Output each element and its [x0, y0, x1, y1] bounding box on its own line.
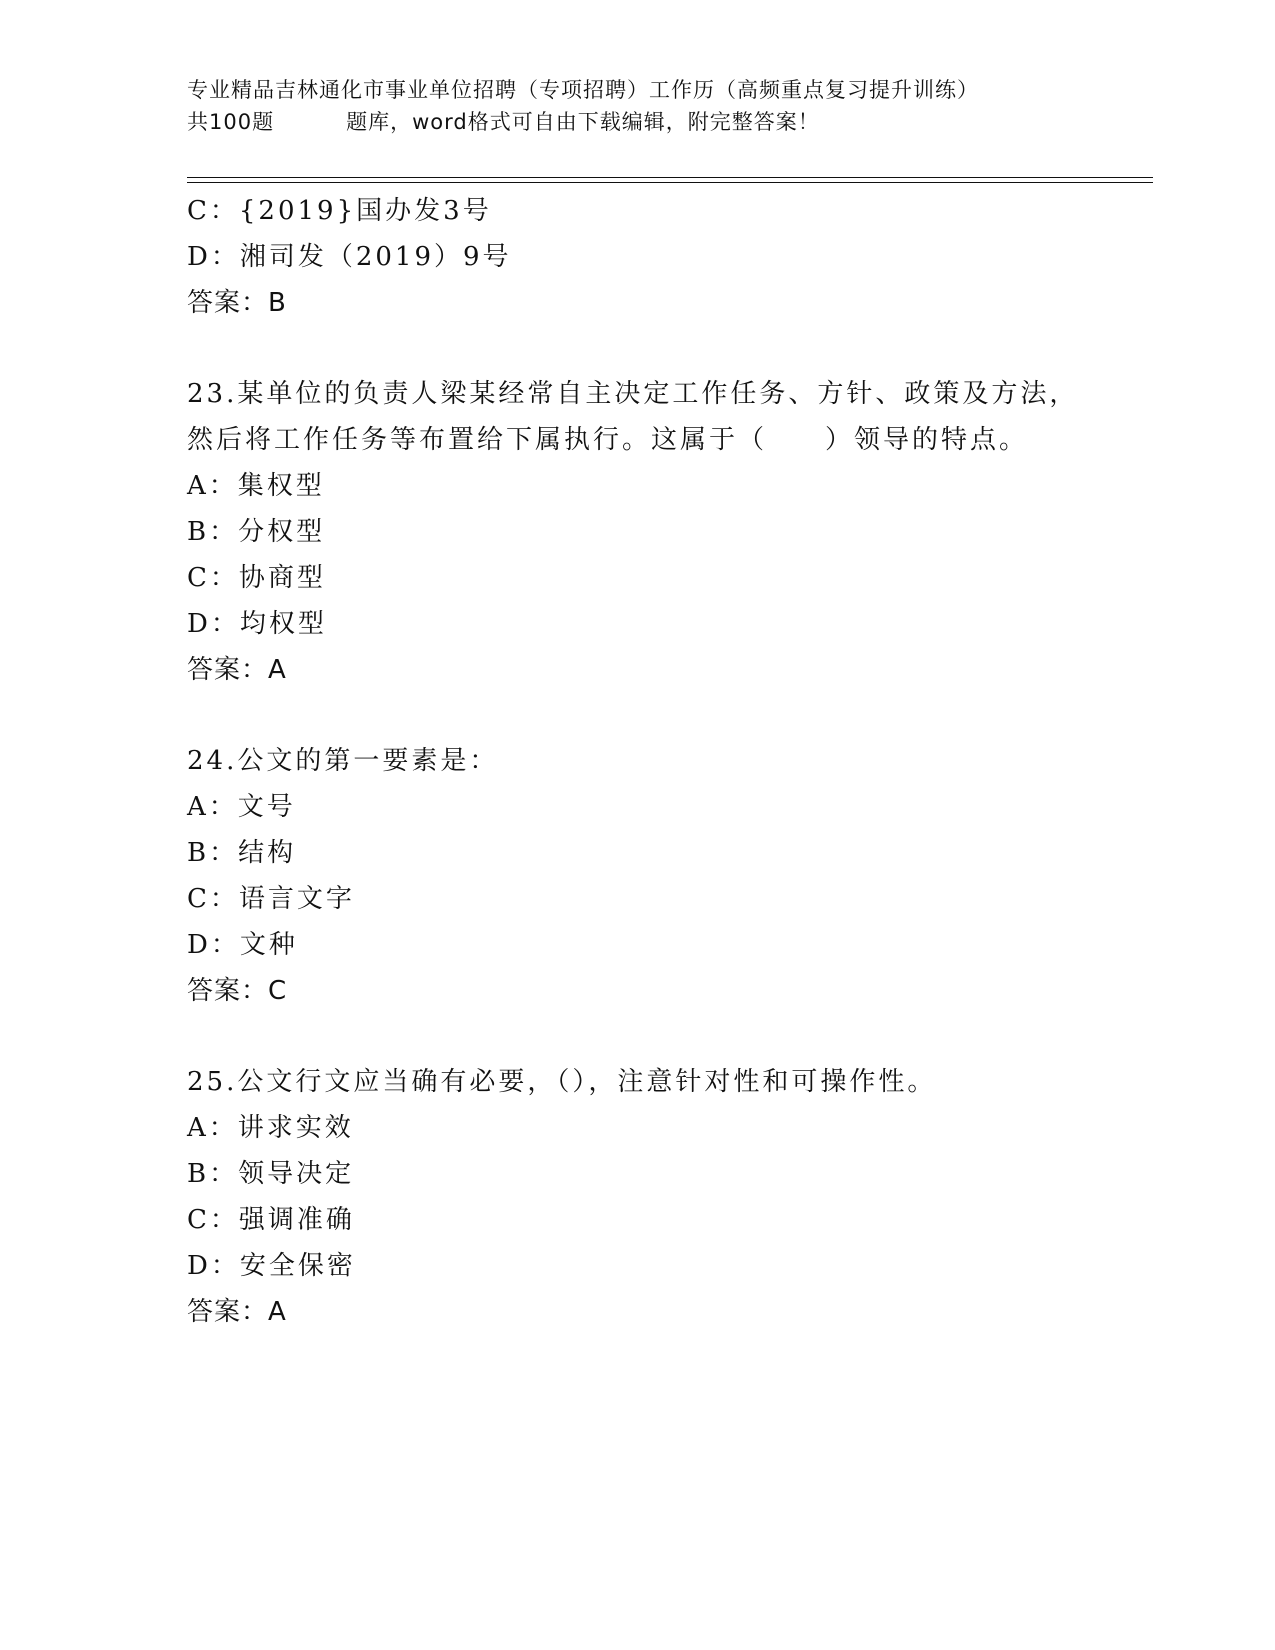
answer-line: 答案：A	[187, 655, 287, 685]
option-a: A：讲求实效	[187, 1113, 354, 1143]
header-question-count: 共100题	[187, 110, 275, 134]
header-subtitle-line	[187, 106, 1117, 138]
option-c: C：语言文字	[187, 884, 355, 914]
option-b: B：分权型	[187, 517, 326, 547]
option-c: C：协商型	[187, 563, 326, 593]
question-stem: 24.公文的第一要素是：	[187, 746, 499, 776]
option-b: B：结构	[187, 838, 297, 868]
option-d: D：均权型	[187, 609, 327, 639]
question-24	[187, 738, 1127, 1014]
question-23	[187, 371, 1127, 693]
option-a: A：文号	[187, 792, 296, 822]
header-divider-bottom	[187, 182, 1153, 183]
option-b: B：领导决定	[187, 1159, 355, 1189]
option-c: C：强调准确	[187, 1205, 355, 1235]
question-stem: 25.公文行文应当确有必要，（），注意针对性和可操作性。	[187, 1067, 937, 1097]
document-header	[187, 74, 1117, 138]
question-22-tail	[187, 188, 1127, 326]
option-d: D：湘司发（2019）9号	[187, 242, 512, 272]
question-stem-line: 然后将工作任务等布置给下属执行。这属于（ ）领导的特点。	[187, 425, 1029, 455]
option-d: D：文种	[187, 930, 298, 960]
option-c: C：{2019}国办发3号	[187, 196, 492, 226]
question-stem-line: 23.某单位的负责人梁某经常自主决定工作任务、方针、政策及方法，	[187, 379, 1079, 409]
answer-line: 答案：C	[187, 976, 288, 1006]
answer-line: 答案：B	[187, 288, 287, 318]
option-a: A：集权型	[187, 471, 325, 501]
question-list	[187, 188, 1127, 1335]
header-description: 题库，word格式可自由下载编辑，附完整答案！	[346, 110, 820, 134]
question-25	[187, 1059, 1127, 1335]
answer-line: 答案：A	[187, 1297, 287, 1327]
option-d: D：安全保密	[187, 1251, 356, 1281]
header-title-line: 专业精品吉林通化市事业单位招聘（专项招聘）工作历（高频重点复习提升训练）	[187, 78, 979, 102]
header-divider-top	[187, 177, 1153, 178]
